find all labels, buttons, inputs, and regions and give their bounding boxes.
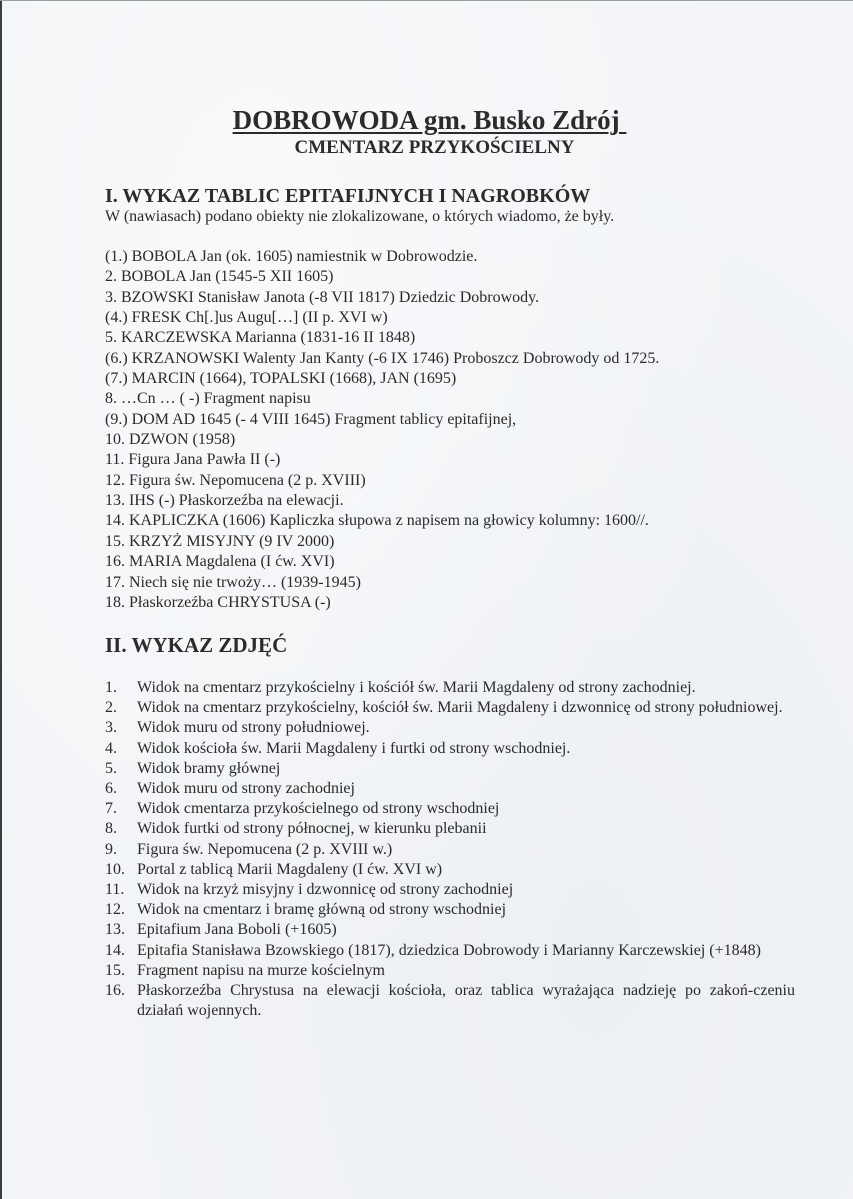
list-item <box>105 860 795 880</box>
document-title-text: DOBROWODA gm. Busko Zdrój <box>232 105 627 135</box>
document-subtitle: CMENTARZ PRZYKOŚCIELNY <box>294 137 575 158</box>
list-item <box>105 678 795 698</box>
item-number: 13. <box>105 921 125 939</box>
item-number: 5. <box>105 759 117 777</box>
list-item: 2. BOBOLA Jan (1545-5 XII 1605) <box>105 268 334 286</box>
list-item <box>105 799 795 819</box>
list-item: 5. KARCZEWSKA Marianna (1831-16 II 1848) <box>105 329 416 347</box>
list-item <box>105 739 795 759</box>
item-number: 6. <box>105 780 117 798</box>
item-number: 15. <box>105 961 125 979</box>
list-item: (1.) BOBOLA Jan (ok. 1605) namiestnik w Dobrowodzie. <box>105 248 478 265</box>
item-text: Widok furtki od strony północnej, w kierunku plebanii <box>137 820 487 838</box>
item-text: Płaskorzeźba Chrystusa na elewacji kościoła, oraz tablica wyrażająca nadzieję po zakoń-czeniu działań wojennych. <box>137 982 795 1020</box>
item-text: Widok na cmentarz przykościelny i kościół św. Marii Magdaleny od strony zachodniej. <box>137 679 696 696</box>
item-text: Widok cmentarza przykościelnego od strony wschodniej <box>137 800 500 818</box>
list-item: 11. Figura Jana Pawła II (-) <box>105 451 281 469</box>
item-number: 2. <box>105 699 117 717</box>
list-item: (6.) KRZANOWSKI Walenty Jan Kanty (-6 IX 1746) Proboszcz Dobrowody od 1725. <box>105 349 660 367</box>
item-number: 9. <box>105 840 117 858</box>
list-item: 17. Niech się nie trwoży… (1939-1945) <box>105 573 361 591</box>
list-item <box>105 819 795 839</box>
item-text: Widok na krzyż misyjny i dzwonnicę od strony zachodniej <box>137 881 514 899</box>
item-number: 7. <box>105 800 117 818</box>
list-item: 10. DZWON (1958) <box>105 431 236 449</box>
item-text: Epitafia Stanisława Bzowskiego (1817), dziedzica Dobrowody i Marianny Karczewskiej (+1848) <box>137 941 761 959</box>
list-item <box>105 698 795 718</box>
list-item: 16. MARIA Magdalena (I ćw. XVI) <box>105 553 335 571</box>
item-text: Widok muru od strony południowej. <box>137 719 370 737</box>
item-text: Fragment napisu na murze kościelnym <box>137 961 385 979</box>
page-edge-top <box>0 0 853 1</box>
list-item <box>105 900 795 920</box>
list-item: (7.) MARCIN (1664), TOPALSKI (1668), JAN (1695) <box>105 370 457 388</box>
watermark-icon: W <box>349 493 364 510</box>
list-item <box>105 779 795 799</box>
list-item <box>105 981 795 1021</box>
list-item: 14. KAPLICZKA (1606) Kapliczka słupowa z napisem na głowicy kolumny: 1600//. <box>105 512 649 530</box>
list-item <box>105 759 795 779</box>
item-text: Widok na cmentarz przykościelny, kościół św. Marii Magdaleny i dzwonnicę od strony południowej. <box>137 699 783 717</box>
item-text: Widok bramy głównej <box>137 759 281 777</box>
list-item: 18. Płaskorzeźba CHRYSTUSA (-) <box>105 593 331 611</box>
section-heading-photos: II. WYKAZ ZDJĘĆ <box>105 633 288 657</box>
list-item <box>105 941 795 961</box>
item-number: 1. <box>105 679 117 696</box>
item-number: 14. <box>105 941 125 959</box>
section-heading-epitaphs: I. WYKAZ TABLIC EPITAFIJNYCH I NAGROBKÓW <box>105 185 591 207</box>
section-note: W (nawiasach) podano obiekty nie zlokalizowane, o których wiadomo, że były. <box>105 208 615 225</box>
list-item: (9.) DOM AD 1645 (- 4 VIII 1645) Fragment tablicy epitafijnej, <box>105 410 517 428</box>
item-text: Figura św. Nepomucena (2 p. XVIII w.) <box>137 840 393 858</box>
list-item <box>105 491 659 511</box>
list-item: 3. BZOWSKI Stanisław Janota (-8 VII 1817) Dziedzic Dobrowody. <box>105 288 540 306</box>
item-text: Portal z tablicą Marii Magdaleny (I ćw. XVI w) <box>137 860 443 878</box>
list-item <box>105 961 795 981</box>
photo-list <box>105 678 795 1021</box>
item-text: Widok muru od strony zachodniej <box>137 780 355 798</box>
list-item <box>105 718 795 738</box>
list-item: 8. …Cn … ( -) Fragment napisu <box>105 390 311 408</box>
epitaph-list <box>105 247 659 613</box>
list-item <box>105 880 795 900</box>
list-item-text: 13. IHS (-) Płaskorzeźba na elewacji. <box>105 492 344 510</box>
list-item <box>105 920 795 940</box>
item-number: 10. <box>105 860 125 878</box>
item-number: 12. <box>105 901 125 919</box>
item-number: 3. <box>105 719 117 737</box>
item-text: Widok na cmentarz i bramę główną od strony wschodniej <box>137 901 507 919</box>
item-number: 16. <box>105 982 125 1000</box>
list-item: 12. Figura św. Nepomucena (2 p. XVIII) <box>105 471 366 489</box>
item-text: Widok kościoła św. Marii Magdaleny i furtki od strony wschodniej. <box>137 739 571 757</box>
list-item: 15. KRZYŻ MISYJNY (9 IV 2000) <box>105 532 335 550</box>
item-number: 11. <box>105 881 125 899</box>
list-item <box>105 840 795 860</box>
page-edge-left <box>0 0 2 1199</box>
list-item: (4.) FRESK Ch[.]us Augu[…] (II p. XVI w) <box>105 309 388 327</box>
item-number: 4. <box>105 739 117 757</box>
item-number: 8. <box>105 820 117 838</box>
document-title <box>0 104 853 136</box>
item-text: Epitafium Jana Boboli (+1605) <box>137 921 337 939</box>
